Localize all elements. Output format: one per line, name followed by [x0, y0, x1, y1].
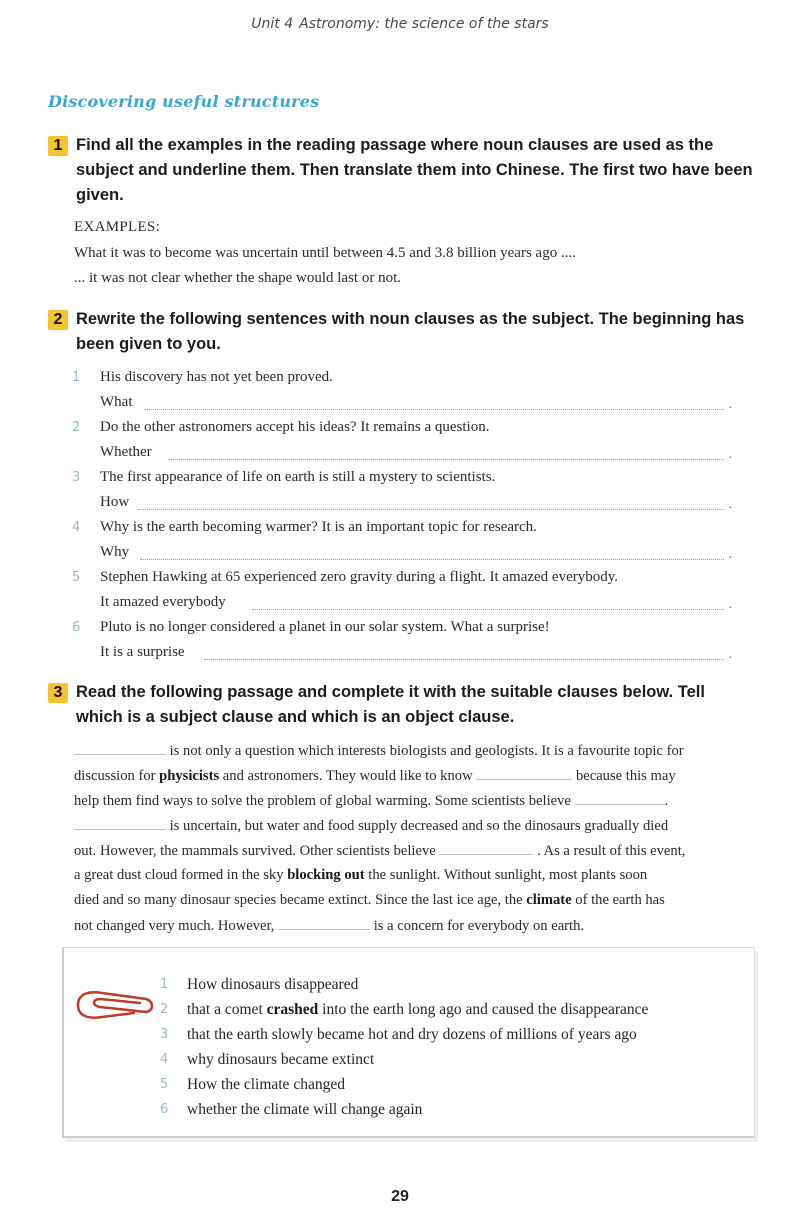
passage-line — [74, 867, 750, 884]
passage-line — [74, 767, 750, 785]
answer-row[interactable] — [100, 444, 732, 466]
page-number: 29 — [391, 1188, 409, 1205]
end-mark: . — [728, 646, 732, 661]
option-number: 4 — [160, 1052, 169, 1067]
end-mark: . — [728, 396, 732, 411]
item-number: 2 — [72, 420, 81, 435]
keyword: climate — [526, 892, 572, 908]
running-header — [0, 16, 800, 32]
passage-text: because this may — [575, 768, 676, 784]
passage-line — [74, 792, 750, 810]
passage-blank[interactable] — [476, 767, 572, 780]
answer-blank[interactable] — [252, 609, 724, 610]
option-item: that the earth slowly became hot and dry dozens of millions of years ago — [187, 1026, 637, 1043]
passage-text: is not only a question which interests biologists and geologists. It is a favourite topic for — [169, 743, 684, 759]
item-number: 6 — [72, 620, 81, 635]
answer-blank[interactable] — [140, 559, 724, 560]
task-1-instruction: Find all the examples in the reading passage where noun clauses are used as the subject and underline them. Then translate them into Chinese. The first two have been given. — [76, 136, 753, 204]
passage-line — [74, 842, 750, 860]
answer-row[interactable] — [100, 594, 732, 616]
answer-starter: It amazed everybody — [100, 594, 226, 610]
examples-label: EXAMPLES: — [74, 219, 161, 235]
passage-line — [74, 917, 750, 935]
answer-blank[interactable] — [144, 409, 724, 410]
example-1: What it was to become was uncertain until between 4.5 and 3.8 billion years ago .... — [74, 245, 576, 261]
option-item: why dinosaurs became extinct — [187, 1051, 375, 1068]
passage-blank[interactable] — [439, 842, 533, 855]
passage-line — [74, 892, 750, 909]
passage-text: not changed very much. However, — [74, 918, 275, 934]
passage-line — [74, 817, 750, 835]
answer-row[interactable] — [100, 644, 732, 666]
unit-label: Unit 4 — [251, 16, 294, 32]
passage-text: of the earth has — [571, 892, 665, 908]
passage-text: died and so many dinosaur species became extinct. Since the last ice age, the — [74, 892, 527, 908]
option-text: that a comet — [187, 1001, 267, 1018]
option-item — [187, 1001, 648, 1019]
passage-line — [74, 742, 750, 760]
answer-blank[interactable] — [204, 659, 724, 660]
option-number: 6 — [160, 1102, 169, 1117]
end-mark: . — [728, 546, 732, 561]
passage-blank[interactable] — [74, 817, 166, 830]
answer-starter: Whether — [100, 444, 152, 460]
option-item: How the climate changed — [187, 1076, 345, 1093]
task-2-instruction: Rewrite the following sentences with noun clauses as the subject. The beginning has been given to you. — [76, 310, 745, 353]
item-number: 4 — [72, 520, 81, 535]
option-number: 3 — [160, 1027, 169, 1042]
answer-blank[interactable] — [168, 459, 724, 460]
end-mark: . — [728, 496, 732, 511]
item-number: 5 — [72, 570, 81, 585]
item-sentence: Do the other astronomers accept his ideas? It remains a question. — [100, 419, 490, 435]
option-item: whether the climate will change again — [187, 1101, 423, 1118]
keyword: blocking out — [287, 867, 365, 883]
example-2: ... it was not clear whether the shape would last or not. — [74, 270, 401, 286]
passage-text: the sunlight. Without sunlight, most plants soon — [364, 867, 648, 883]
option-text: into the earth long ago and caused the disappearance — [318, 1001, 649, 1018]
passage-text: is a concern for everybody on earth. — [373, 918, 585, 934]
answer-blank[interactable] — [138, 509, 724, 510]
end-mark: . — [728, 446, 732, 461]
passage-text: and astronomers. They would like to know — [219, 768, 473, 784]
passage-text: help them find ways to solve the problem of global warming. Some scientists believe — [74, 793, 571, 809]
answer-row[interactable] — [100, 394, 732, 416]
keyword: crashed — [266, 1001, 319, 1018]
option-item: How dinosaurs disappeared — [187, 976, 359, 993]
option-number: 5 — [160, 1077, 169, 1092]
passage-text: . As a result of this event, — [537, 843, 686, 859]
item-number: 1 — [72, 370, 81, 385]
end-mark: . — [728, 596, 732, 611]
answer-row[interactable] — [100, 494, 732, 516]
answer-row[interactable] — [100, 544, 732, 566]
item-sentence: His discovery has not yet been proved. — [100, 369, 333, 385]
passage-blank[interactable] — [575, 792, 665, 805]
task-1-badge: 1 — [48, 136, 68, 156]
passage-text: discussion for — [74, 768, 160, 784]
answer-starter: How — [100, 494, 130, 510]
option-number: 1 — [160, 977, 169, 992]
task-3-instruction: Read the following passage and complete it with the suitable clauses below. Tell which is a subject clause and which is an object clause. — [76, 683, 705, 726]
item-number: 3 — [72, 470, 81, 485]
item-sentence: Pluto is no longer considered a planet in our solar system. What a surprise! — [100, 619, 550, 635]
task-3-badge: 3 — [48, 683, 68, 703]
section-title: Discovering useful structures — [48, 92, 320, 111]
answer-starter: It is a surprise — [100, 644, 185, 660]
item-sentence: Stephen Hawking at 65 experienced zero gravity during a flight. It amazed everybody. — [100, 569, 619, 585]
passage-text: is uncertain, but water and food supply decreased and so the dinosaurs gradually died — [169, 818, 669, 834]
unit-title: Astronomy: the science of the stars — [299, 16, 549, 32]
answer-starter: What — [100, 394, 133, 410]
answer-starter: Why — [100, 544, 130, 560]
passage-blank[interactable] — [278, 917, 370, 930]
option-number: 2 — [160, 1002, 169, 1017]
passage-text: out. However, the mammals survived. Other scientists believe — [74, 843, 436, 859]
item-sentence: Why is the earth becoming warmer? It is an important topic for research. — [100, 519, 537, 535]
passage-text: . — [664, 793, 669, 809]
task-2-badge: 2 — [48, 310, 68, 330]
keyword: physicists — [159, 768, 220, 784]
passage-blank[interactable] — [74, 742, 166, 755]
item-sentence: The first appearance of life on earth is still a mystery to scientists. — [100, 469, 496, 485]
passage-text: a great dust cloud formed in the sky — [74, 867, 288, 883]
paperclip-icon — [74, 985, 156, 1025]
